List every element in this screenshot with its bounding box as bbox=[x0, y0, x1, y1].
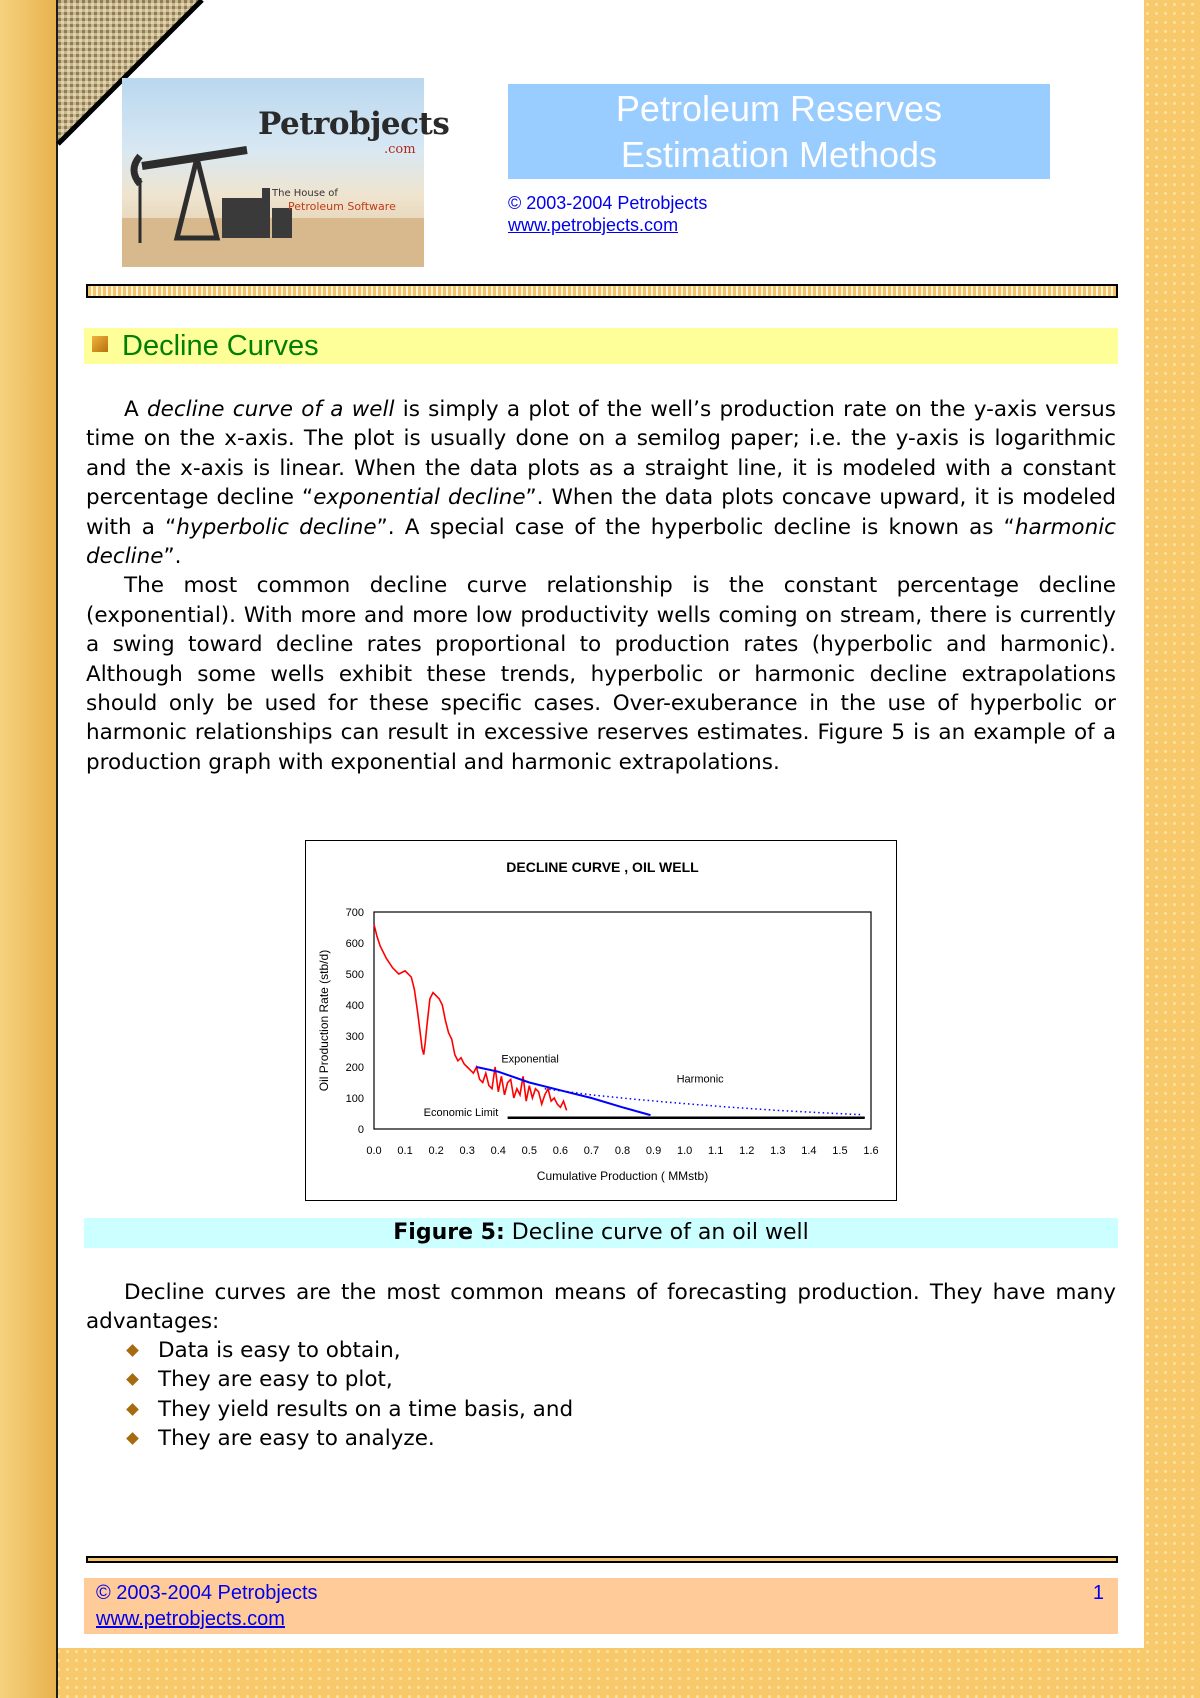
plot-area bbox=[374, 912, 871, 1129]
y-axis-label: Oil Production Rate (stb/d) bbox=[317, 949, 331, 1092]
y-tick-label: 0 bbox=[357, 1124, 364, 1136]
header-divider bbox=[86, 284, 1118, 298]
x-tick-label: 0.2 bbox=[428, 1145, 444, 1157]
footer-copyright-block bbox=[96, 1580, 318, 1632]
diamond-bullet-icon bbox=[126, 1432, 139, 1445]
y-tick-label: 100 bbox=[345, 1093, 364, 1105]
italic-term: hyperbolic decline bbox=[176, 514, 377, 540]
header-website-link[interactable]: www.petrobjects.com bbox=[508, 215, 679, 235]
figure-caption bbox=[84, 1218, 1118, 1248]
left-margin-bar bbox=[0, 0, 58, 1698]
logo-domain: .com bbox=[384, 142, 416, 157]
section-title: Decline Curves bbox=[122, 330, 319, 362]
advantage-item bbox=[122, 1365, 573, 1394]
header-copyright: © 2003-2004 Petrobjects bbox=[508, 193, 708, 213]
caption-text: Decline curve of an oil well bbox=[504, 1220, 809, 1245]
x-tick-label: 0.6 bbox=[552, 1145, 569, 1157]
diamond-bullet-icon bbox=[126, 1344, 139, 1357]
advantage-text: They yield results on a time basis, and bbox=[158, 1396, 574, 1422]
text-run: is simply a plot of the well’s production rate on the y-axis versus time on the x-axis. The plot is usually done on a semilog paper; i.e. the y-axis is logarithmic and the x-axis is linear. When the data plots as a straight line, it is modeled with a constant percentage decline “ bbox=[86, 397, 1116, 511]
logo-tagline-1: The House of bbox=[272, 188, 338, 199]
logo-wordmark: Petrobjects bbox=[258, 106, 450, 142]
diamond-bullet-icon bbox=[126, 1374, 139, 1387]
italic-term: harmonic decline bbox=[86, 514, 1116, 570]
x-tick-label: 1.3 bbox=[770, 1145, 786, 1157]
section-heading bbox=[84, 328, 1118, 364]
x-tick-label: 1.5 bbox=[832, 1145, 848, 1157]
text-run: ”. A special case of the hyperbolic decline is known as “ bbox=[376, 514, 1015, 540]
text-run: ”. bbox=[163, 544, 182, 570]
y-tick-label: 600 bbox=[345, 938, 364, 950]
title-line-2: Estimation Methods bbox=[620, 133, 938, 175]
text-run: ”. When the data plots concave upward, it is modeled with a “ bbox=[86, 485, 1116, 540]
y-tick-label: 500 bbox=[345, 969, 364, 981]
italic-term: decline curve of a well bbox=[146, 397, 395, 422]
square-bullet-icon bbox=[92, 336, 108, 352]
series-label: Economic Limit bbox=[423, 1106, 499, 1119]
x-tick-label: 0.7 bbox=[583, 1145, 600, 1157]
advantage-text: They are easy to plot, bbox=[158, 1367, 393, 1393]
chart-title: DECLINE CURVE , OIL WELL bbox=[506, 859, 699, 875]
paragraph-common-relationship: The most common decline curve relationship is the constant percentage decline (exponential). With more and more low productivity wells coming on stream, there is currently a swing toward decline rates proportional to production rates (hyperbolic and harmonic). Although some wells exhibit these trends, hyperbolic or harmonic decline extrapolations should only be used for these specific cases. Over-exuberance in the use of hyperbolic or harmonic relationships can result in excessive reserves estimates. Figure 5 is an example of a production graph with exponential and harmonic extrapolations. bbox=[86, 573, 1116, 775]
y-tick-label: 300 bbox=[345, 1031, 364, 1043]
petrobjects-logo bbox=[122, 78, 450, 267]
italic-term: exponential decline bbox=[313, 485, 526, 511]
x-tick-label: 0.5 bbox=[521, 1145, 537, 1157]
page-footer bbox=[84, 1578, 1118, 1634]
x-tick-label: 1.6 bbox=[863, 1145, 879, 1157]
footer-website-link[interactable]: www.petrobjects.com bbox=[96, 1608, 285, 1630]
advantage-item bbox=[122, 1395, 573, 1424]
series-label: Harmonic bbox=[676, 1073, 724, 1086]
advantages-intro bbox=[86, 1278, 1116, 1337]
document-title bbox=[508, 84, 1050, 179]
x-tick-label: 0.0 bbox=[366, 1145, 382, 1157]
x-tick-label: 1.0 bbox=[676, 1145, 693, 1157]
header-copyright-block bbox=[508, 192, 707, 236]
x-tick-label: 0.3 bbox=[459, 1145, 475, 1157]
series-label: Exponential bbox=[501, 1053, 559, 1066]
advantage-text: They are easy to analyze. bbox=[158, 1426, 435, 1452]
diamond-bullet-icon bbox=[126, 1403, 139, 1416]
x-tick-label: 0.8 bbox=[614, 1145, 631, 1157]
paragraph-forecasting: Decline curves are the most common means of forecasting production. They have many advantages: bbox=[86, 1280, 1116, 1335]
footer-divider bbox=[86, 1556, 1118, 1563]
caption-label: Figure 5: bbox=[393, 1220, 505, 1245]
page-number: 1 bbox=[1092, 1582, 1104, 1604]
x-tick-label: 1.2 bbox=[739, 1145, 755, 1157]
text-run: A bbox=[124, 397, 147, 422]
figure-5 bbox=[305, 840, 897, 1201]
decline-curve-chart bbox=[306, 841, 896, 1200]
x-tick-label: 1.4 bbox=[801, 1145, 817, 1157]
y-tick-label: 700 bbox=[345, 907, 364, 919]
intro-text bbox=[86, 395, 1116, 777]
paragraph-definition bbox=[86, 395, 1116, 571]
x-tick-label: 0.9 bbox=[645, 1145, 662, 1157]
title-line-1: Petroleum Reserves bbox=[615, 87, 943, 129]
x-tick-label: 0.1 bbox=[397, 1145, 413, 1157]
advantage-text: Data is easy to obtain, bbox=[158, 1338, 401, 1363]
y-tick-label: 200 bbox=[345, 1062, 364, 1074]
x-tick-label: 0.4 bbox=[490, 1145, 506, 1157]
x-axis-label: Cumulative Production ( MMstb) bbox=[536, 1169, 709, 1183]
advantage-item bbox=[122, 1424, 573, 1453]
y-tick-label: 400 bbox=[345, 1000, 364, 1012]
footer-copyright: © 2003-2004 Petrobjects bbox=[96, 1582, 318, 1604]
advantage-item bbox=[122, 1336, 573, 1365]
x-tick-label: 1.1 bbox=[708, 1145, 724, 1157]
logo-tagline-2: Petroleum Software bbox=[288, 200, 396, 213]
advantages-list bbox=[122, 1336, 573, 1454]
